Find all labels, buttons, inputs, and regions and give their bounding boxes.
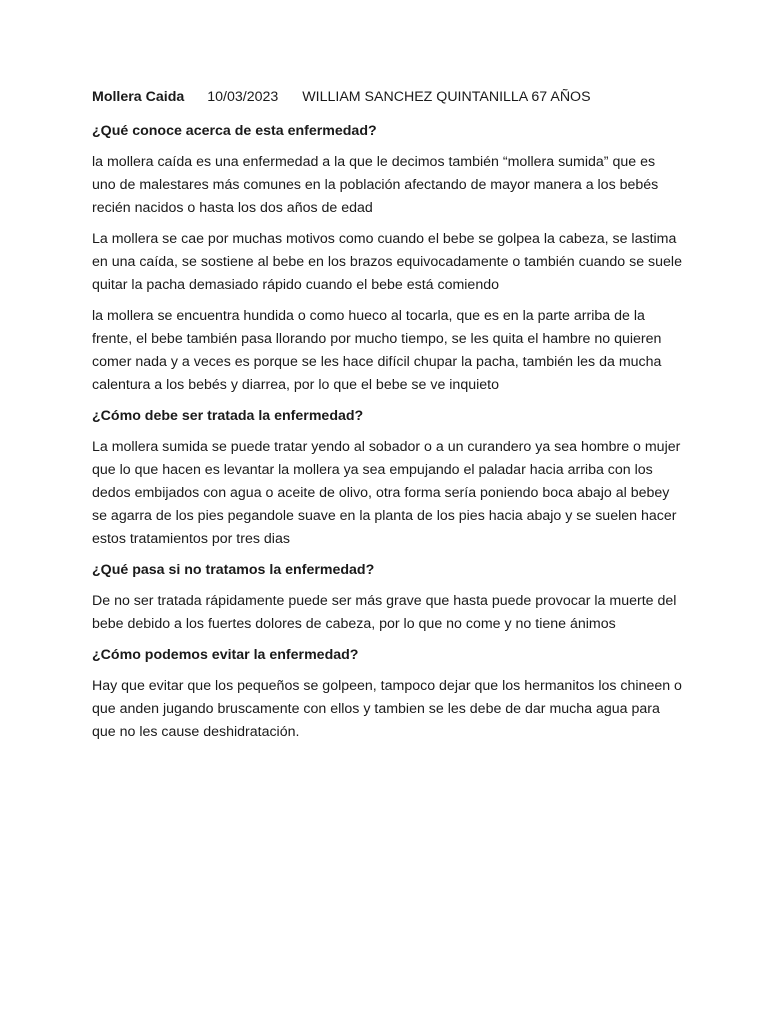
answer-paragraph: la mollera caída es una enfermedad a la que le decimos también “mollera sumida” que es uno de malestares más comunes en la población afectando de mayor manera a los bebés recién nacidos o hasta los dos años de edad <box>92 154 659 216</box>
question-heading: ¿Cómo podemos evitar la enfermedad? <box>92 647 359 663</box>
question-heading: ¿Qué conoce acerca de esta enfermedad? <box>92 123 377 139</box>
section-what-is-known <box>92 120 682 397</box>
document-date: 10/03/2023 <box>207 89 279 105</box>
section-prevention <box>92 644 682 744</box>
answer-paragraph: La mollera se cae por muchas motivos como cuando el bebe se golpea la cabeza, se lastima en una caída, se sostiene al bebe en los brazos equivocadamente o también cuando se suele quitar la pacha demasiado rápido cuando el bebe está comiendo <box>92 231 682 293</box>
document-page <box>92 86 682 752</box>
question-heading: ¿Qué pasa si no tratamos la enfermedad? <box>92 562 375 578</box>
document-author: WILLIAM SANCHEZ QUINTANILLA 67 AÑOS <box>302 89 591 105</box>
document-title: Mollera Caida <box>92 89 185 105</box>
document-header <box>92 86 682 106</box>
question-heading: ¿Cómo debe ser tratada la enfermedad? <box>92 408 364 424</box>
answer-paragraph: Hay que evitar que los pequeños se golpeen, tampoco dejar que los hermanitos los chineen o que anden jugando bruscamente con ellos y tambien se les debe de dar mucha agua para que no les cause deshidratación. <box>92 678 682 740</box>
section-treatment <box>92 405 682 551</box>
answer-paragraph: De no ser tratada rápidamente puede ser más grave que hasta puede provocar la muerte del bebe debido a los fuertes dolores de cabeza, por lo que no come y no tiene ánimos <box>92 593 677 632</box>
section-if-untreated <box>92 559 682 636</box>
answer-paragraph: La mollera sumida se puede tratar yendo al sobador o a un curandero ya sea hombre o mujer que lo que hacen es levantar la mollera ya sea empujando el paladar hacia arriba con los dedos embijados con agua o aceite de olivo, otra forma sería poniendo boca abajo al bebey se agarra de los pies pegandole suave en la planta de los pies hacia abajo y se suelen hacer estos tratamientos por tres dias <box>92 439 681 547</box>
answer-paragraph: la mollera se encuentra hundida o como hueco al tocarla, que es en la parte arriba de la frente, el bebe también pasa llorando por mucho tiempo, se les quita el hambre no quieren comer nada y a veces es porque se les hace difícil chupar la pacha, también les da mucha calentura a los bebés y diarrea, por lo que el bebe se ve inquieto <box>92 308 662 393</box>
